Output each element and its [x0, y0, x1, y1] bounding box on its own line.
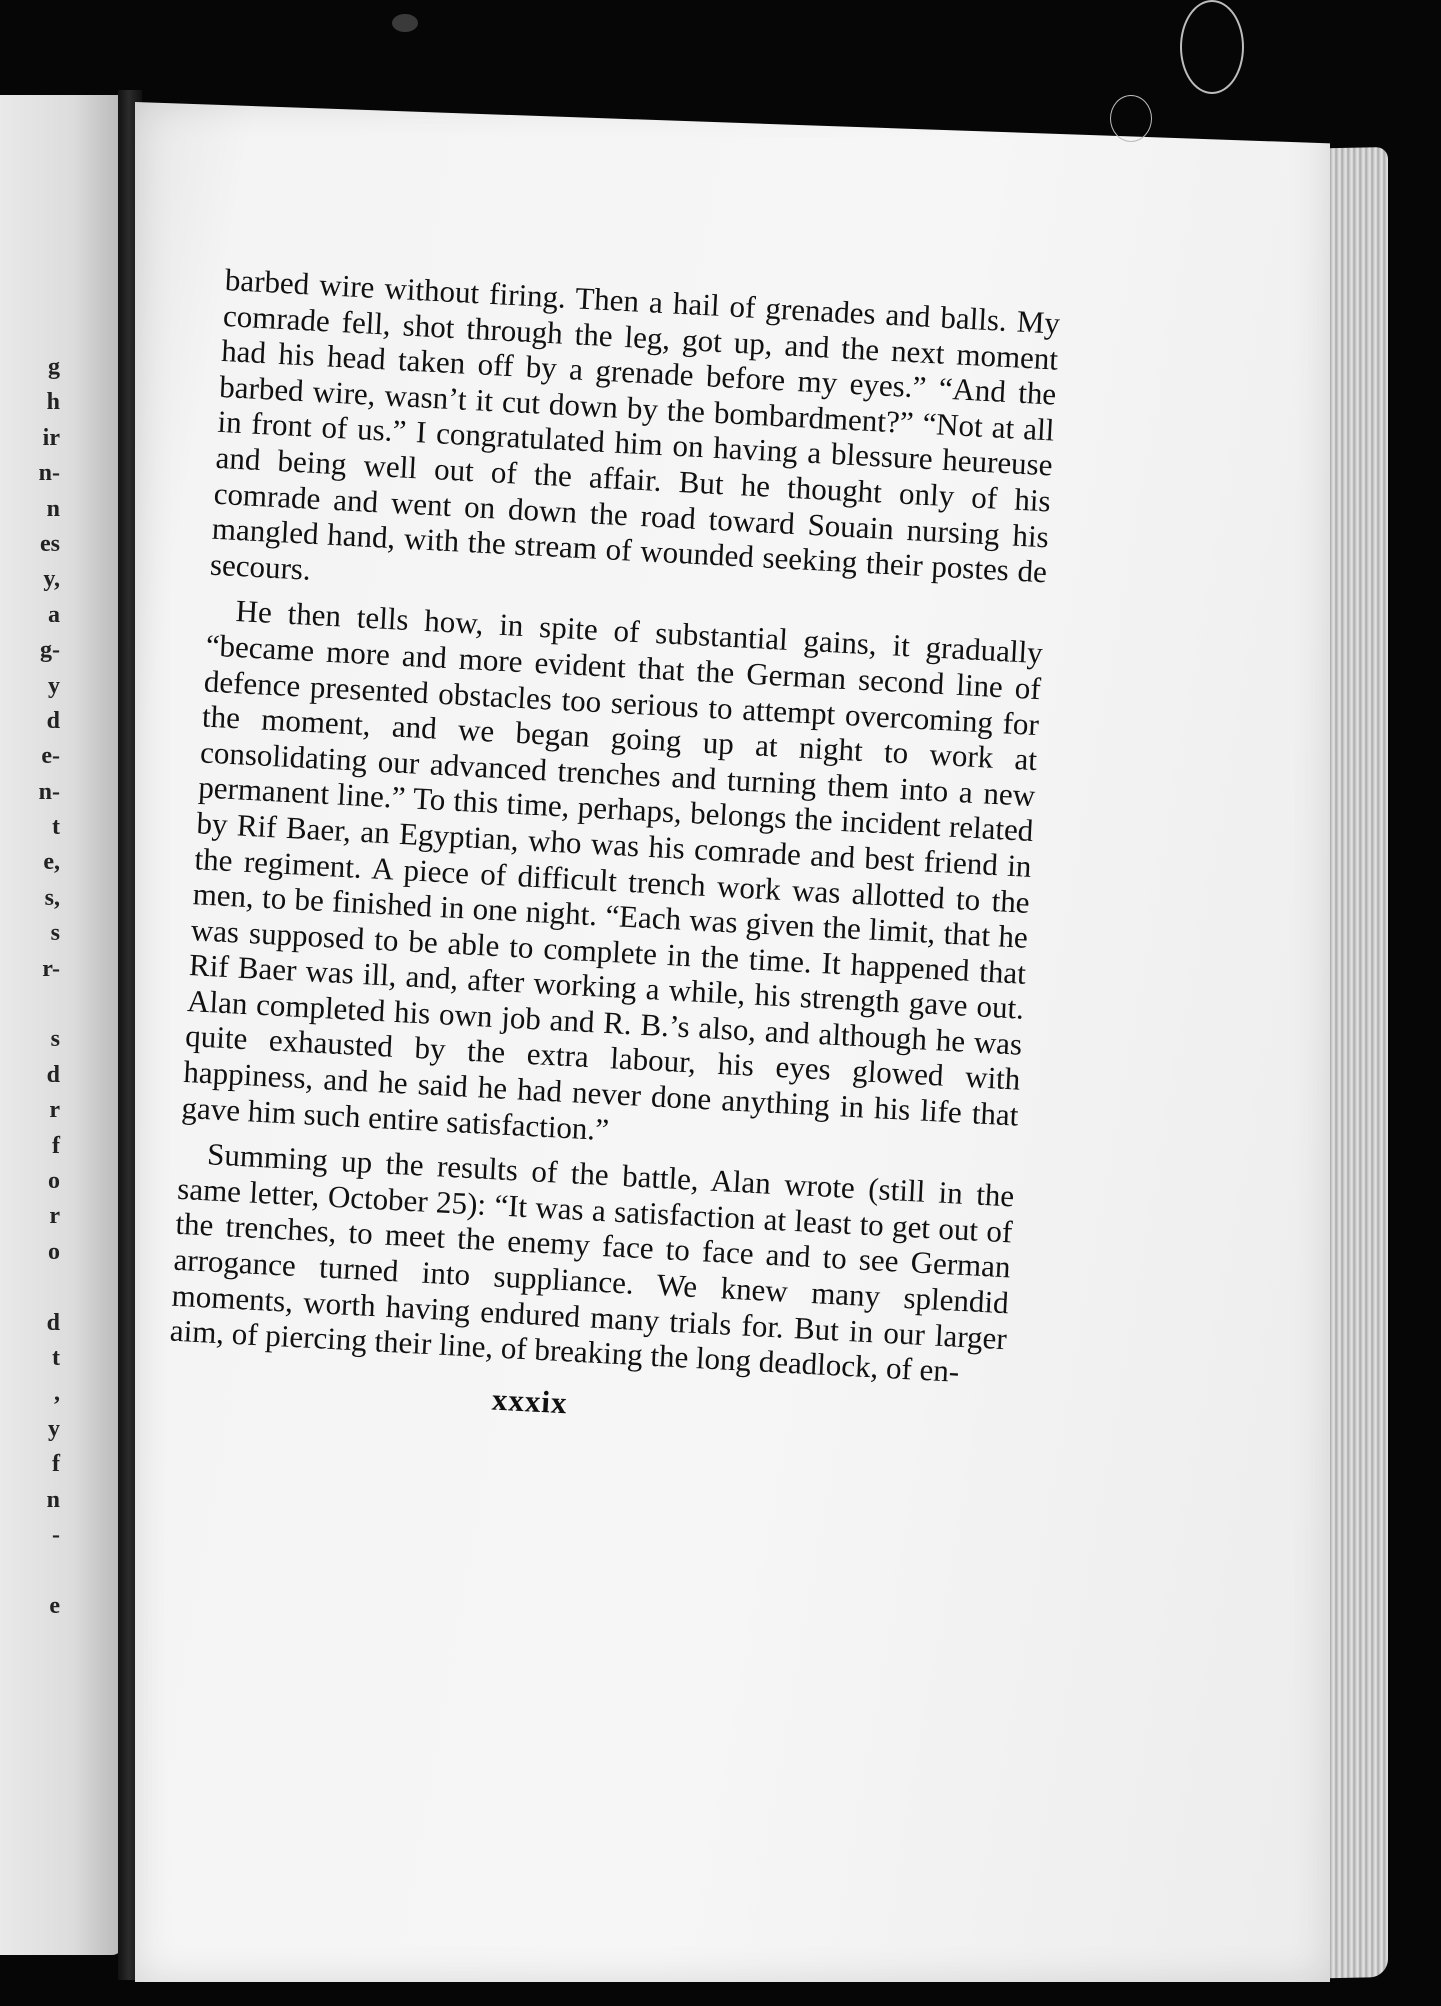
- left-page-fragment-char: y: [48, 672, 60, 699]
- page-text: [166, 262, 1060, 1444]
- paragraph-1: barbed wire without firing. Then a hail of grenades and balls. My comrade fell, shot through the leg, got up, and the next moment had his head taken off by a grenade before my eyes.” “And the barbed wire, wasn’t it cut down by the bombardment?” “Not at all in front of us.” I congratulated him on having a blessure heureuse and being well out of the affair. But he thought only of his comrade and went on down the road toward Souain nursing his mangled hand, with the stream of wounded seeking their postes de secours.: [209, 262, 1061, 590]
- left-page-fragment-char: ,: [54, 1380, 60, 1407]
- left-page-fragment-char: h: [46, 389, 60, 416]
- left-page-fragment-char: g-: [40, 637, 60, 664]
- left-page-fragment-char: f: [52, 1132, 60, 1159]
- left-page-fragment-char: e: [49, 1592, 60, 1619]
- left-page-fragment-char: -: [52, 1521, 60, 1548]
- left-page-fragment-char: es: [40, 530, 60, 557]
- left-page-fragment-char: d: [46, 1061, 60, 1088]
- left-page-fragment-char: s,: [44, 884, 60, 911]
- left-page-fragment-char: r-: [42, 955, 60, 982]
- left-page-fragment-char: y,: [43, 566, 60, 593]
- left-page-fragment-char: n-: [38, 460, 60, 487]
- left-page-fragment-char: f: [52, 1451, 60, 1478]
- left-page-fragment-char: g: [48, 354, 60, 380]
- left-page-fragment-char: [0, 987, 60, 1022]
- left-page-fragment-char: a: [48, 601, 60, 628]
- left-page-fragment-char: e-: [41, 743, 60, 770]
- stray-thread-loop: [1110, 95, 1152, 142]
- left-page-cut-text: [0, 350, 60, 1624]
- page-number: xxxix: [491, 1381, 569, 1421]
- left-page-fragment-char: e,: [43, 849, 60, 876]
- left-page-fragment-char: o: [48, 1238, 60, 1265]
- paragraph-2: He then tells how, in spite of substantial gains, it gradually “became more and more evident that the German second line of defence presented obstacles too serious to attempt overcoming for the moment, and we began going up at night to work at consolidating our advanced trenches and turning them into a new permanent line.” To this time, perhaps, belongs the incident related by Rif Baer, an Egyptian, who was his comrade and best friend in the regiment. A piece of difficult trench work was allotted to the men, to be finished in one night. “Each was given the limit, that he was supposed to be able to complete in the time. It happened that Rif Baer was ill, and, after working a while, his strength gave out. Alan completed his own job and R. B.’s also, and although he was quite exhausted by the extra labour, his eyes glowed with happiness, and he said he had never done anything in his life that gave him such entire satisfaction.”: [180, 593, 1044, 1147]
- paragraph-3: Summing up the results of the battle, Alan wrote (still in the same letter, October 25): “It was a satisfaction at least to get out of the trenches, to meet the enemy face to face and to see German arrogance turned into suppliance. We knew many splendid moments, worth having endured many trials for. But in our larger aim, of piercing their line, of breaking the long deadlock, of en-: [169, 1136, 1016, 1390]
- left-page-fragment-char: s: [50, 1026, 60, 1053]
- left-page-fragment-char: n-: [38, 778, 60, 805]
- left-page-fragment-char: r: [49, 1097, 60, 1124]
- left-page-fragment-char: y: [48, 1415, 60, 1442]
- left-page-fragment-char: ir: [42, 424, 60, 451]
- left-page-fragment-char: s: [50, 920, 60, 947]
- left-page-fragment-char: t: [52, 1344, 60, 1371]
- left-page-fragment-char: r: [49, 1203, 60, 1230]
- left-page-fragment-char: o: [48, 1167, 60, 1194]
- left-page-fragment-char: n: [46, 1486, 60, 1513]
- left-page-fragment-char: [0, 1553, 60, 1588]
- left-page-fragment: [0, 95, 122, 1955]
- stray-thread: [1180, 0, 1244, 94]
- left-page-fragment-char: t: [52, 814, 60, 841]
- left-page-fragment-char: [0, 1270, 60, 1305]
- left-page-fragment-char: d: [46, 1309, 60, 1336]
- left-page-fragment-char: d: [46, 707, 60, 734]
- left-page-fragment-char: n: [46, 495, 60, 522]
- dust-speck: [392, 14, 418, 32]
